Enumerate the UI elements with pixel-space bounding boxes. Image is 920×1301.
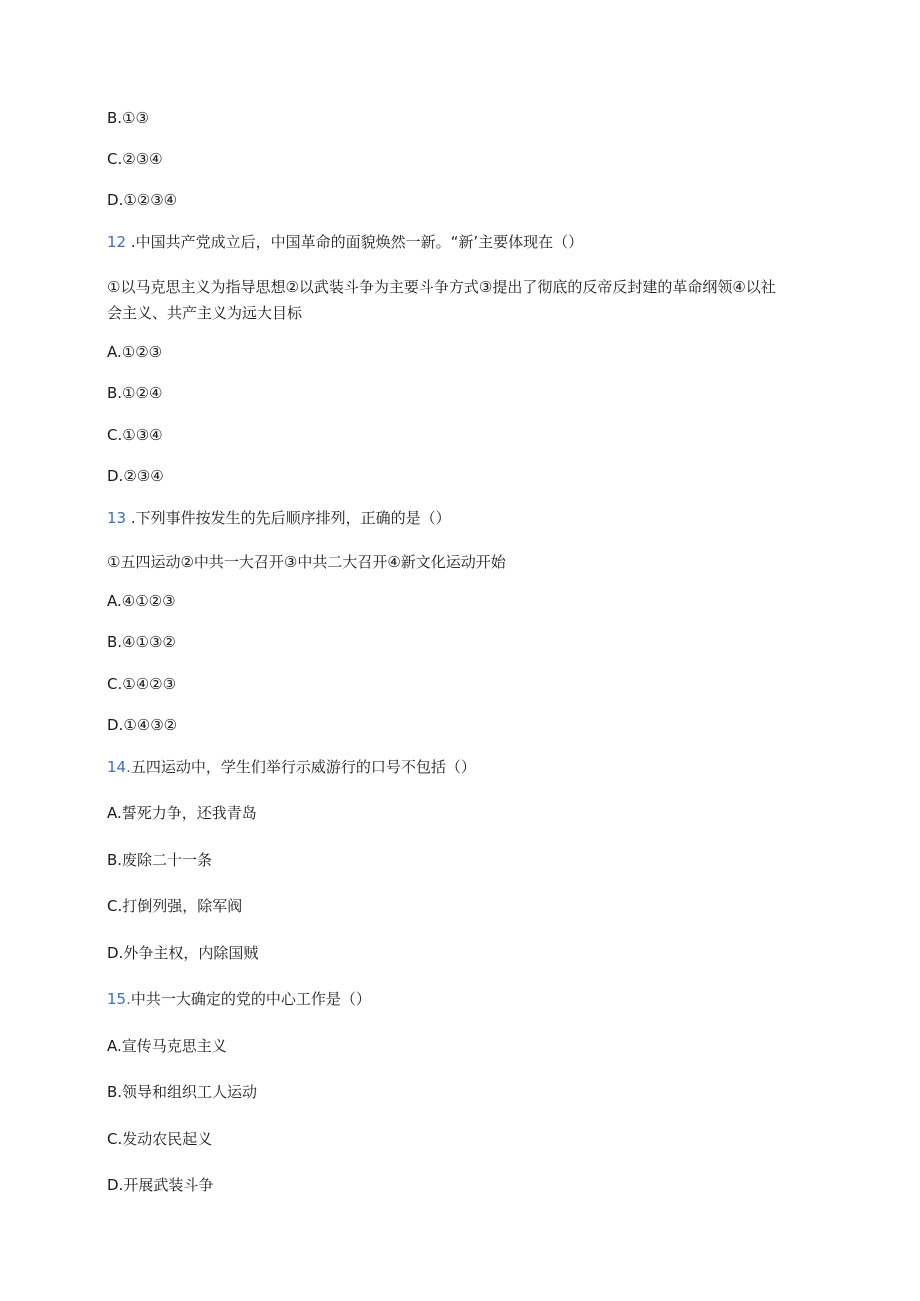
q15-option-b: B.领导和组织工人运动 xyxy=(107,1083,258,1101)
q13-option-b: B.④①③② xyxy=(107,633,176,651)
q11-option-d: D.①②③④ xyxy=(107,191,178,209)
q15-option-d: D.开展武装斗争 xyxy=(107,1176,214,1194)
q14-question xyxy=(107,757,476,777)
q15-option-c: C.发动农民起义 xyxy=(107,1130,213,1148)
q11-option-b: B.①③ xyxy=(107,109,149,127)
q12-question xyxy=(107,232,583,252)
q14-option-c: C.打倒列强，除军阀 xyxy=(107,897,243,915)
q15-question xyxy=(107,989,371,1009)
q14-option-b: B.废除二十一条 xyxy=(107,851,213,869)
q12-statements-line1: ①以马克思主义为指导思想②以武装斗争为主要斗争方式③提出了彻底的反帝反封建的革命纲领④以社 xyxy=(107,278,776,296)
q12-number: 12 xyxy=(107,233,127,251)
q13-question xyxy=(107,508,451,528)
q15-option-a: A.宣传马克思主义 xyxy=(107,1037,227,1055)
q12-statements-line2: 会主义、共产主义为远大目标 xyxy=(107,304,303,322)
q12-stem: .中国共产党成立后，中国革命的面貌焕然一新。“新’主要体现在（） xyxy=(126,233,584,251)
q13-option-d: D.①④③② xyxy=(107,716,178,734)
q12-option-a: A.①②③ xyxy=(107,343,163,361)
q12-option-b: B.①②④ xyxy=(107,384,163,402)
q13-stem: .下列事件按发生的先后顺序排列，正确的是（） xyxy=(126,509,451,527)
q14-stem: 五四运动中，学生们举行示威游行的口号不包括（） xyxy=(130,758,476,776)
q14-option-a: A.誓死力争，还我青岛 xyxy=(107,804,257,822)
q13-number: 13 xyxy=(107,509,127,527)
q11-option-c: C.②③④ xyxy=(107,150,163,168)
q15-number: 15. xyxy=(107,990,131,1008)
q13-option-a: A.④①②③ xyxy=(107,592,176,610)
q12-option-c: C.①③④ xyxy=(107,426,163,444)
q12-option-d: D.②③④ xyxy=(107,467,164,485)
q14-number: 14. xyxy=(107,758,131,776)
q13-statements: ①五四运动②中共一大召开③中共二大召开④新文化运动开始 xyxy=(107,553,506,571)
q15-stem: 中共一大确定的党的中心工作是（） xyxy=(130,990,371,1008)
q13-option-c: C.①④②③ xyxy=(107,675,177,693)
q14-option-d: D.外争主权，内除国贼 xyxy=(107,944,259,962)
